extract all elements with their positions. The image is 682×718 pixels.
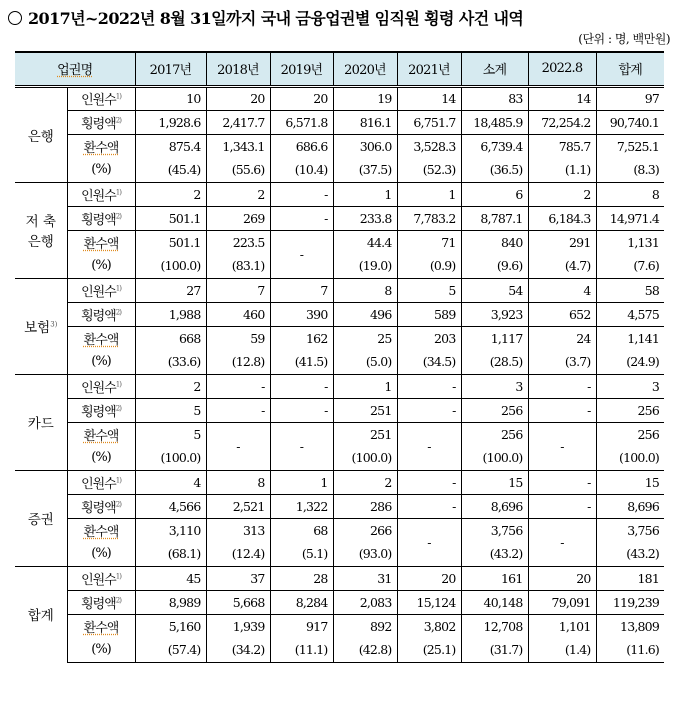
value-cell: 162 [270,326,333,350]
pct-label: (%) [67,158,135,182]
persons-row [15,374,664,398]
embezzled-label: 횡령액$^{2)}$ [67,302,135,326]
value-cell: 3,756 [596,518,664,542]
recovered-row [15,134,664,158]
value-cell: 1,343.1 [206,134,270,158]
embezzled-row [15,206,664,230]
value-cell: 7,783.2 [397,206,461,230]
value-cell: 8 [333,278,397,302]
pct-row [15,158,664,182]
value-cell: 8,696 [596,494,664,518]
value-cell: - [270,206,333,230]
value-cell: - [270,182,333,206]
value-cell: 28 [270,566,333,590]
value-cell: 58 [596,278,664,302]
value-cell: 8,787.1 [461,206,528,230]
header-col: 2018년 [206,52,270,86]
value-cell: 1 [270,470,333,494]
value-cell: 256 [461,398,528,422]
value-cell: (9.6) [461,254,528,278]
value-cell: 266 [333,518,397,542]
value-cell: 20 [206,86,270,110]
embezzled-label: 횡령액$^{2)}$ [67,110,135,134]
recovered-row [15,422,664,446]
value-cell: - [270,374,333,398]
value-cell: (100.0) [333,446,397,470]
value-cell: 10 [135,86,206,110]
footnote-marker: 2) [115,116,121,125]
value-cell: 45 [135,566,206,590]
header-sector: 업권명 [15,52,135,86]
recovered-row [15,230,664,254]
value-cell: 3,756 [461,518,528,542]
embezzled-row [15,494,664,518]
value-cell: (5.1) [270,542,333,566]
footnote-marker: 2) [115,308,121,317]
footnote-marker: 1) [115,476,121,485]
value-cell: (8.3) [596,158,664,182]
footnote-marker: 1) [115,380,121,389]
value-cell: (28.5) [461,350,528,374]
value-cell: 286 [333,494,397,518]
header-row [15,52,664,86]
value-cell: 161 [461,566,528,590]
value-cell: 917 [270,614,333,638]
value-cell: 72,254.2 [528,110,596,134]
value-cell: - [397,494,461,518]
value-cell: 37 [206,566,270,590]
value-cell: (0.9) [397,254,461,278]
footnote-marker: 2) [115,500,121,509]
value-cell: 1,928.6 [135,110,206,134]
value-cell: - [528,494,596,518]
value-cell: 20 [397,566,461,590]
value-cell: 25 [333,326,397,350]
value-cell: 6,739.4 [461,134,528,158]
value-cell: (93.0) [333,542,397,566]
value-cell: (100.0) [135,254,206,278]
value-cell: 7,525.1 [596,134,664,158]
header-col: 2017년 [135,52,206,86]
recovered-label: 환수액 [67,134,135,158]
value-cell: 3,923 [461,302,528,326]
value-cell: 14 [397,86,461,110]
value-cell: 2 [333,470,397,494]
value-cell: 1,131 [596,230,664,254]
value-cell: - [206,374,270,398]
value-cell: (34.2) [206,638,270,662]
value-cell: 5 [135,398,206,422]
value-cell: 501.1 [135,206,206,230]
value-cell: (55.6) [206,158,270,182]
group-2 [15,278,664,374]
group-5 [15,566,664,662]
embezzled-row [15,398,664,422]
value-cell: 79,091 [528,590,596,614]
header-col: 소계 [461,52,528,86]
value-cell: 15,124 [397,590,461,614]
value-cell: 15 [596,470,664,494]
value-cell: 13,809 [596,614,664,638]
value-cell: 2 [135,374,206,398]
value-cell: 71 [397,230,461,254]
group-4 [15,470,664,566]
value-cell: 31 [333,566,397,590]
value-cell: 291 [528,230,596,254]
value-cell: (100.0) [461,446,528,470]
footnote-marker: 1) [115,284,121,293]
value-cell: - [270,230,333,278]
value-cell: 5,668 [206,590,270,614]
value-cell: (11.1) [270,638,333,662]
footnote-marker: 1) [115,92,121,101]
value-cell: - [206,422,270,470]
recovered-row [15,518,664,542]
value-cell: (1.1) [528,158,596,182]
value-cell: 59 [206,326,270,350]
value-cell: 2 [528,182,596,206]
value-cell: (100.0) [596,446,664,470]
value-cell: - [206,398,270,422]
value-cell: (41.5) [270,350,333,374]
embezzled-label: 횡령액$^{2)}$ [67,590,135,614]
value-cell: 5 [397,278,461,302]
value-cell: (10.4) [270,158,333,182]
header-col: 2021년 [397,52,461,86]
header-col: 2019년 [270,52,333,86]
pct-label: (%) [67,638,135,662]
value-cell: 83 [461,86,528,110]
value-cell: (100.0) [135,446,206,470]
value-cell: 4 [528,278,596,302]
value-cell: 3 [596,374,664,398]
value-cell: 256 [596,422,664,446]
persons-row [15,278,664,302]
value-cell: (68.1) [135,542,206,566]
value-cell: 589 [397,302,461,326]
value-cell: 313 [206,518,270,542]
value-cell: 269 [206,206,270,230]
persons-row [15,470,664,494]
value-cell: 1,101 [528,614,596,638]
persons-label: 인원수$^{1)}$ [67,374,135,398]
value-cell: 20 [270,86,333,110]
value-cell: (34.5) [397,350,461,374]
value-cell: 223.5 [206,230,270,254]
value-cell: (12.4) [206,542,270,566]
value-cell: 2,521 [206,494,270,518]
circle-bullet-icon [8,11,22,25]
value-cell: 306.0 [333,134,397,158]
value-cell: 2,083 [333,590,397,614]
value-cell: (57.4) [135,638,206,662]
embezzled-label: 횡령액$^{2)}$ [67,398,135,422]
recovered-label: 환수액 [67,518,135,542]
header-col: 2020년 [333,52,397,86]
footnote-marker: 2) [115,596,121,605]
value-cell: 6,184.3 [528,206,596,230]
value-cell: 6,751.7 [397,110,461,134]
value-cell: 4,575 [596,302,664,326]
value-cell: 686.6 [270,134,333,158]
value-cell: 2 [135,182,206,206]
unit-note: (단위 : 명, 백만원) [578,32,670,46]
value-cell: 5 [135,422,206,446]
value-cell: 8 [206,470,270,494]
pct-label: (%) [67,542,135,566]
value-cell: - [397,518,461,566]
pct-row [15,254,664,278]
group-0 [15,86,664,182]
value-cell: 816.1 [333,110,397,134]
footnote-marker: 1) [115,188,121,197]
value-cell: 40,148 [461,590,528,614]
value-cell: (43.2) [596,542,664,566]
recovered-row [15,614,664,638]
value-cell: 1 [397,182,461,206]
document-title [8,6,523,29]
value-cell: (24.9) [596,350,664,374]
footnote-marker: 2) [115,212,121,221]
value-cell: 1,939 [206,614,270,638]
value-cell: 203 [397,326,461,350]
value-cell: 8,284 [270,590,333,614]
group-label: 보험$^{3)}$ [15,278,67,374]
value-cell: (36.5) [461,158,528,182]
value-cell: 652 [528,302,596,326]
value-cell: 2 [206,182,270,206]
value-cell: - [528,398,596,422]
value-cell: 7 [206,278,270,302]
header-col: 2022.8 [528,52,596,86]
value-cell: 18,485.9 [461,110,528,134]
value-cell: 6,571.8 [270,110,333,134]
value-cell: - [270,398,333,422]
group-label: 저 축 은행 [15,182,67,278]
value-cell: 390 [270,302,333,326]
value-cell: 2,417.7 [206,110,270,134]
value-cell: (12.8) [206,350,270,374]
embezzled-row [15,590,664,614]
persons-row [15,566,664,590]
value-cell: 668 [135,326,206,350]
value-cell: (3.7) [528,350,596,374]
value-cell: - [528,374,596,398]
group-3 [15,374,664,470]
value-cell: (42.8) [333,638,397,662]
header-col: 합계 [596,52,664,86]
value-cell: - [397,374,461,398]
recovered-row [15,326,664,350]
value-cell: 8,989 [135,590,206,614]
title-text: 2017년~2022년 8월 31일까지 국내 금융업권별 임직원 횡령 사건 내역 [28,9,524,28]
group-label: 증권 [15,470,67,566]
value-cell: 1,988 [135,302,206,326]
value-cell: 1 [333,182,397,206]
value-cell: (19.0) [333,254,397,278]
value-cell: (52.3) [397,158,461,182]
value-cell: 3,528.3 [397,134,461,158]
embezzled-label: 횡령액$^{2)}$ [67,494,135,518]
value-cell: 501.1 [135,230,206,254]
value-cell: 1,117 [461,326,528,350]
value-cell: 27 [135,278,206,302]
pct-row [15,638,664,662]
persons-label: 인원수$^{1)}$ [67,86,135,110]
value-cell: 44.4 [333,230,397,254]
value-cell: 3,802 [397,614,461,638]
footnote-marker: 1) [115,572,121,581]
value-cell: 251 [333,422,397,446]
value-cell: - [397,398,461,422]
pct-label: (%) [67,350,135,374]
embezzled-label: 횡령액$^{2)}$ [67,206,135,230]
footnote-marker: 2) [115,404,121,413]
group-label: 은행 [15,86,67,182]
value-cell: 14 [528,86,596,110]
value-cell: 785.7 [528,134,596,158]
persons-row [15,182,664,206]
value-cell: 19 [333,86,397,110]
value-cell: - [397,470,461,494]
value-cell: 119,239 [596,590,664,614]
recovered-label: 환수액 [67,326,135,350]
value-cell: 1,322 [270,494,333,518]
group-1 [15,182,664,278]
value-cell: 3 [461,374,528,398]
value-cell: 1,141 [596,326,664,350]
value-cell: 181 [596,566,664,590]
value-cell: (4.7) [528,254,596,278]
value-cell: 892 [333,614,397,638]
group-label: 카드 [15,374,67,470]
group-label: 합계 [15,566,67,662]
recovered-label: 환수액 [67,230,135,254]
value-cell: 68 [270,518,333,542]
value-cell: 4 [135,470,206,494]
recovered-label: 환수액 [67,422,135,446]
persons-label: 인원수$^{1)}$ [67,566,135,590]
value-cell: 4,566 [135,494,206,518]
value-cell: (33.6) [135,350,206,374]
value-cell: 14,971.4 [596,206,664,230]
value-cell: - [528,518,596,566]
value-cell: (25.1) [397,638,461,662]
value-cell: 6 [461,182,528,206]
value-cell: (37.5) [333,158,397,182]
value-cell: - [528,470,596,494]
value-cell: 3,110 [135,518,206,542]
value-cell: 20 [528,566,596,590]
value-cell: 251 [333,398,397,422]
persons-label: 인원수$^{1)}$ [67,182,135,206]
embezzled-row [15,302,664,326]
value-cell: 8 [596,182,664,206]
value-cell: (5.0) [333,350,397,374]
value-cell: (31.7) [461,638,528,662]
value-cell: 460 [206,302,270,326]
embezzlement-table [15,51,664,663]
value-cell: 8,696 [461,494,528,518]
persons-row [15,86,664,110]
value-cell: (7.6) [596,254,664,278]
value-cell: - [397,422,461,470]
embezzled-row [15,110,664,134]
value-cell: - [270,422,333,470]
value-cell: 256 [596,398,664,422]
value-cell: 7 [270,278,333,302]
value-cell: 24 [528,326,596,350]
pct-label: (%) [67,254,135,278]
value-cell: (11.6) [596,638,664,662]
pct-row [15,350,664,374]
value-cell: 5,160 [135,614,206,638]
value-cell: (83.1) [206,254,270,278]
persons-label: 인원수$^{1)}$ [67,470,135,494]
value-cell: 12,708 [461,614,528,638]
value-cell: (43.2) [461,542,528,566]
value-cell: 15 [461,470,528,494]
persons-label: 인원수$^{1)}$ [67,278,135,302]
footnote-marker: 3) [50,320,58,329]
value-cell: 97 [596,86,664,110]
value-cell: 54 [461,278,528,302]
value-cell: 496 [333,302,397,326]
value-cell: 233.8 [333,206,397,230]
value-cell: (1.4) [528,638,596,662]
recovered-label: 환수액 [67,614,135,638]
value-cell: 840 [461,230,528,254]
value-cell: 875.4 [135,134,206,158]
value-cell: 90,740.1 [596,110,664,134]
pct-label: (%) [67,446,135,470]
value-cell: 1 [333,374,397,398]
value-cell: (45.4) [135,158,206,182]
value-cell: - [528,422,596,470]
value-cell: 256 [461,422,528,446]
